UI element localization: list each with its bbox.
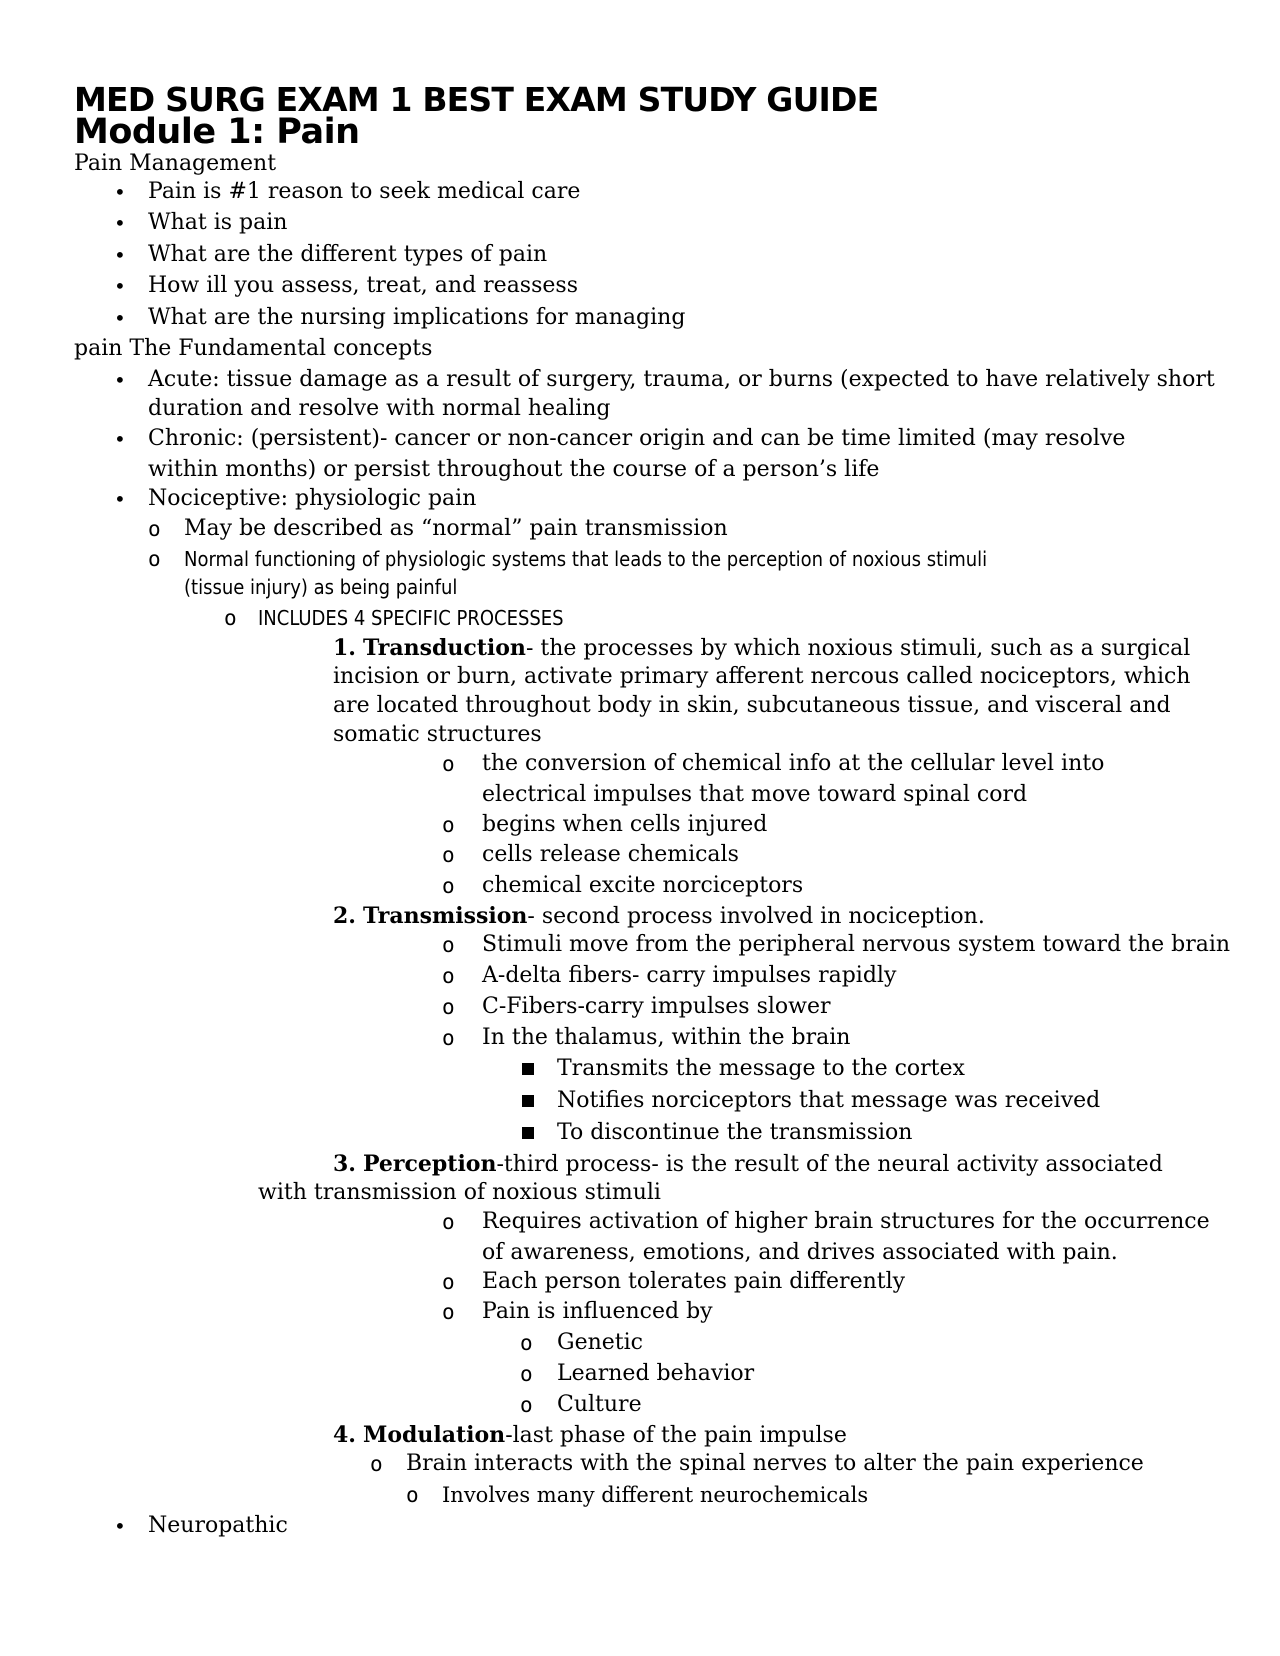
circle-marker: o (520, 1331, 533, 1355)
list-item: cells release chemicals (482, 842, 739, 867)
list-item: C-Fibers-carry impulses slower (482, 994, 831, 1019)
transmission-number: 2. (333, 903, 356, 929)
section-heading: Pain Management (74, 151, 277, 176)
circle-marker: o (442, 1026, 455, 1050)
list-item: Culture (557, 1392, 642, 1417)
list-item: Pain is #1 reason to seek medical care (148, 179, 581, 204)
bullet-marker: • (114, 1514, 126, 1538)
perception-text: -third process- is the result of the neural activity associated (496, 1152, 1163, 1177)
list-item: What are the different types of pain (148, 242, 548, 267)
circle-marker: o (520, 1393, 533, 1417)
modulation-paragraph (333, 1420, 847, 1451)
circle-marker: o (406, 1483, 419, 1507)
circle-marker: o (442, 964, 455, 988)
bullet-marker: • (114, 243, 126, 267)
circle-marker: o (520, 1362, 533, 1386)
list-item: Pain is influenced by (482, 1299, 713, 1324)
transduction-line: incision or burn, activate primary afferent nercous called nociceptors, which (333, 664, 1191, 689)
list-item: Brain interacts with the spinal nerves to alter the pain experience (406, 1451, 1144, 1476)
bullet-marker: • (114, 368, 126, 392)
perception-number: 3. (333, 1151, 356, 1177)
chronic-line-2: within months) or persist throughout the course of a person’s life (148, 457, 880, 482)
list-item: Normal functioning of physiologic systems that leads to the perception of noxious stimuli (184, 547, 988, 571)
nociceptive-item: Nociceptive: physiologic pain (148, 486, 477, 511)
transduction-line: are located throughout body in skin, subcutaneous tissue, and visceral and (333, 693, 1171, 718)
list-item: Transmits the message to the cortex (557, 1056, 965, 1081)
modulation-term: Modulation (362, 1422, 506, 1448)
bullet-marker: • (114, 306, 126, 330)
list-item: the conversion of chemical info at the cellular level into (482, 751, 1105, 776)
bullet-marker: • (114, 211, 126, 235)
acute-line-1: Acute: tissue damage as a result of surgery, trauma, or burns (expected to have relatively short (148, 367, 1215, 392)
modulation-text: -last phase of the pain impulse (505, 1423, 847, 1448)
circle-marker: o (442, 874, 455, 898)
list-item: begins when cells injured (482, 812, 768, 837)
list-item: chemical excite norciceptors (482, 873, 804, 898)
list-item: A-delta fibers- carry impulses rapidly (482, 963, 897, 988)
circle-marker: o (442, 843, 455, 867)
circle-marker: o (224, 606, 237, 630)
list-item: How ill you assess, treat, and reassess (148, 273, 578, 298)
list-item: Notifies norciceptors that message was received (557, 1088, 1101, 1113)
circle-marker: o (148, 517, 161, 541)
circle-marker: o (442, 752, 455, 776)
transduction-term: Transduction (362, 635, 526, 661)
list-item: To discontinue the transmission (557, 1120, 913, 1145)
neuropathic-item: Neuropathic (148, 1513, 288, 1538)
circle-marker: o (442, 813, 455, 837)
bullet-marker: • (114, 487, 126, 511)
transduction-number: 1. (333, 635, 356, 661)
modulation-number: 4. (333, 1422, 356, 1448)
square-bullet-icon (522, 1095, 534, 1107)
bullet-marker: • (114, 427, 126, 451)
square-bullet-icon (522, 1063, 534, 1075)
perception-term: Perception (362, 1151, 497, 1177)
circle-marker: o (370, 1452, 383, 1476)
transduction-text: - the processes by which noxious stimuli, such as a surgical (525, 636, 1191, 661)
list-item: In the thalamus, within the brain (482, 1025, 851, 1050)
module-heading: Module 1: Pain (74, 112, 360, 152)
circle-marker: o (442, 1300, 455, 1324)
list-item: May be described as “normal” pain transmission (184, 516, 728, 541)
circle-marker: o (442, 995, 455, 1019)
square-bullet-icon (522, 1127, 534, 1139)
list-item: Genetic (557, 1330, 643, 1355)
document-title: MED SURG EXAM 1 BEST EXAM STUDY GUIDE (74, 80, 879, 119)
list-item: Learned behavior (557, 1361, 755, 1386)
transmission-text: - second process involved in nociception. (527, 904, 985, 929)
transduction-paragraph (333, 633, 1190, 664)
includes-heading: INCLUDES 4 SPECIFIC PROCESSES (258, 606, 564, 630)
fundamentals-heading: pain The Fundamental concepts (74, 336, 433, 361)
perception-line: with transmission of noxious stimuli (258, 1180, 661, 1205)
perception-paragraph (333, 1149, 1163, 1180)
chronic-line-1: Chronic: (persistent)- cancer or non-cancer origin and can be time limited (may resolve (148, 426, 1126, 451)
list-item: Requires activation of higher brain structures for the occurrence (482, 1209, 1210, 1234)
transmission-paragraph (333, 901, 985, 932)
circle-marker: o (148, 547, 161, 571)
list-item: What are the nursing implications for managing (148, 305, 686, 330)
transmission-term: Transmission (362, 903, 528, 929)
bullet-marker: • (114, 180, 126, 204)
list-item-continued: of awareness, emotions, and drives associated with pain. (482, 1240, 1118, 1265)
list-item-continued: electrical impulses that move toward spinal cord (482, 782, 1028, 807)
transduction-line: somatic structures (333, 722, 542, 747)
circle-marker: o (442, 1210, 455, 1234)
list-item-continued: (tissue injury) as being painful (184, 575, 458, 599)
list-item: Involves many different neurochemicals (442, 1483, 869, 1507)
list-item: Each person tolerates pain differently (482, 1269, 906, 1294)
list-item: Stimuli move from the peripheral nervous system toward the brain (482, 932, 1231, 957)
acute-line-2: duration and resolve with normal healing (148, 396, 611, 421)
list-item: What is pain (148, 210, 288, 235)
circle-marker: o (442, 1270, 455, 1294)
bullet-marker: • (114, 274, 126, 298)
circle-marker: o (442, 933, 455, 957)
